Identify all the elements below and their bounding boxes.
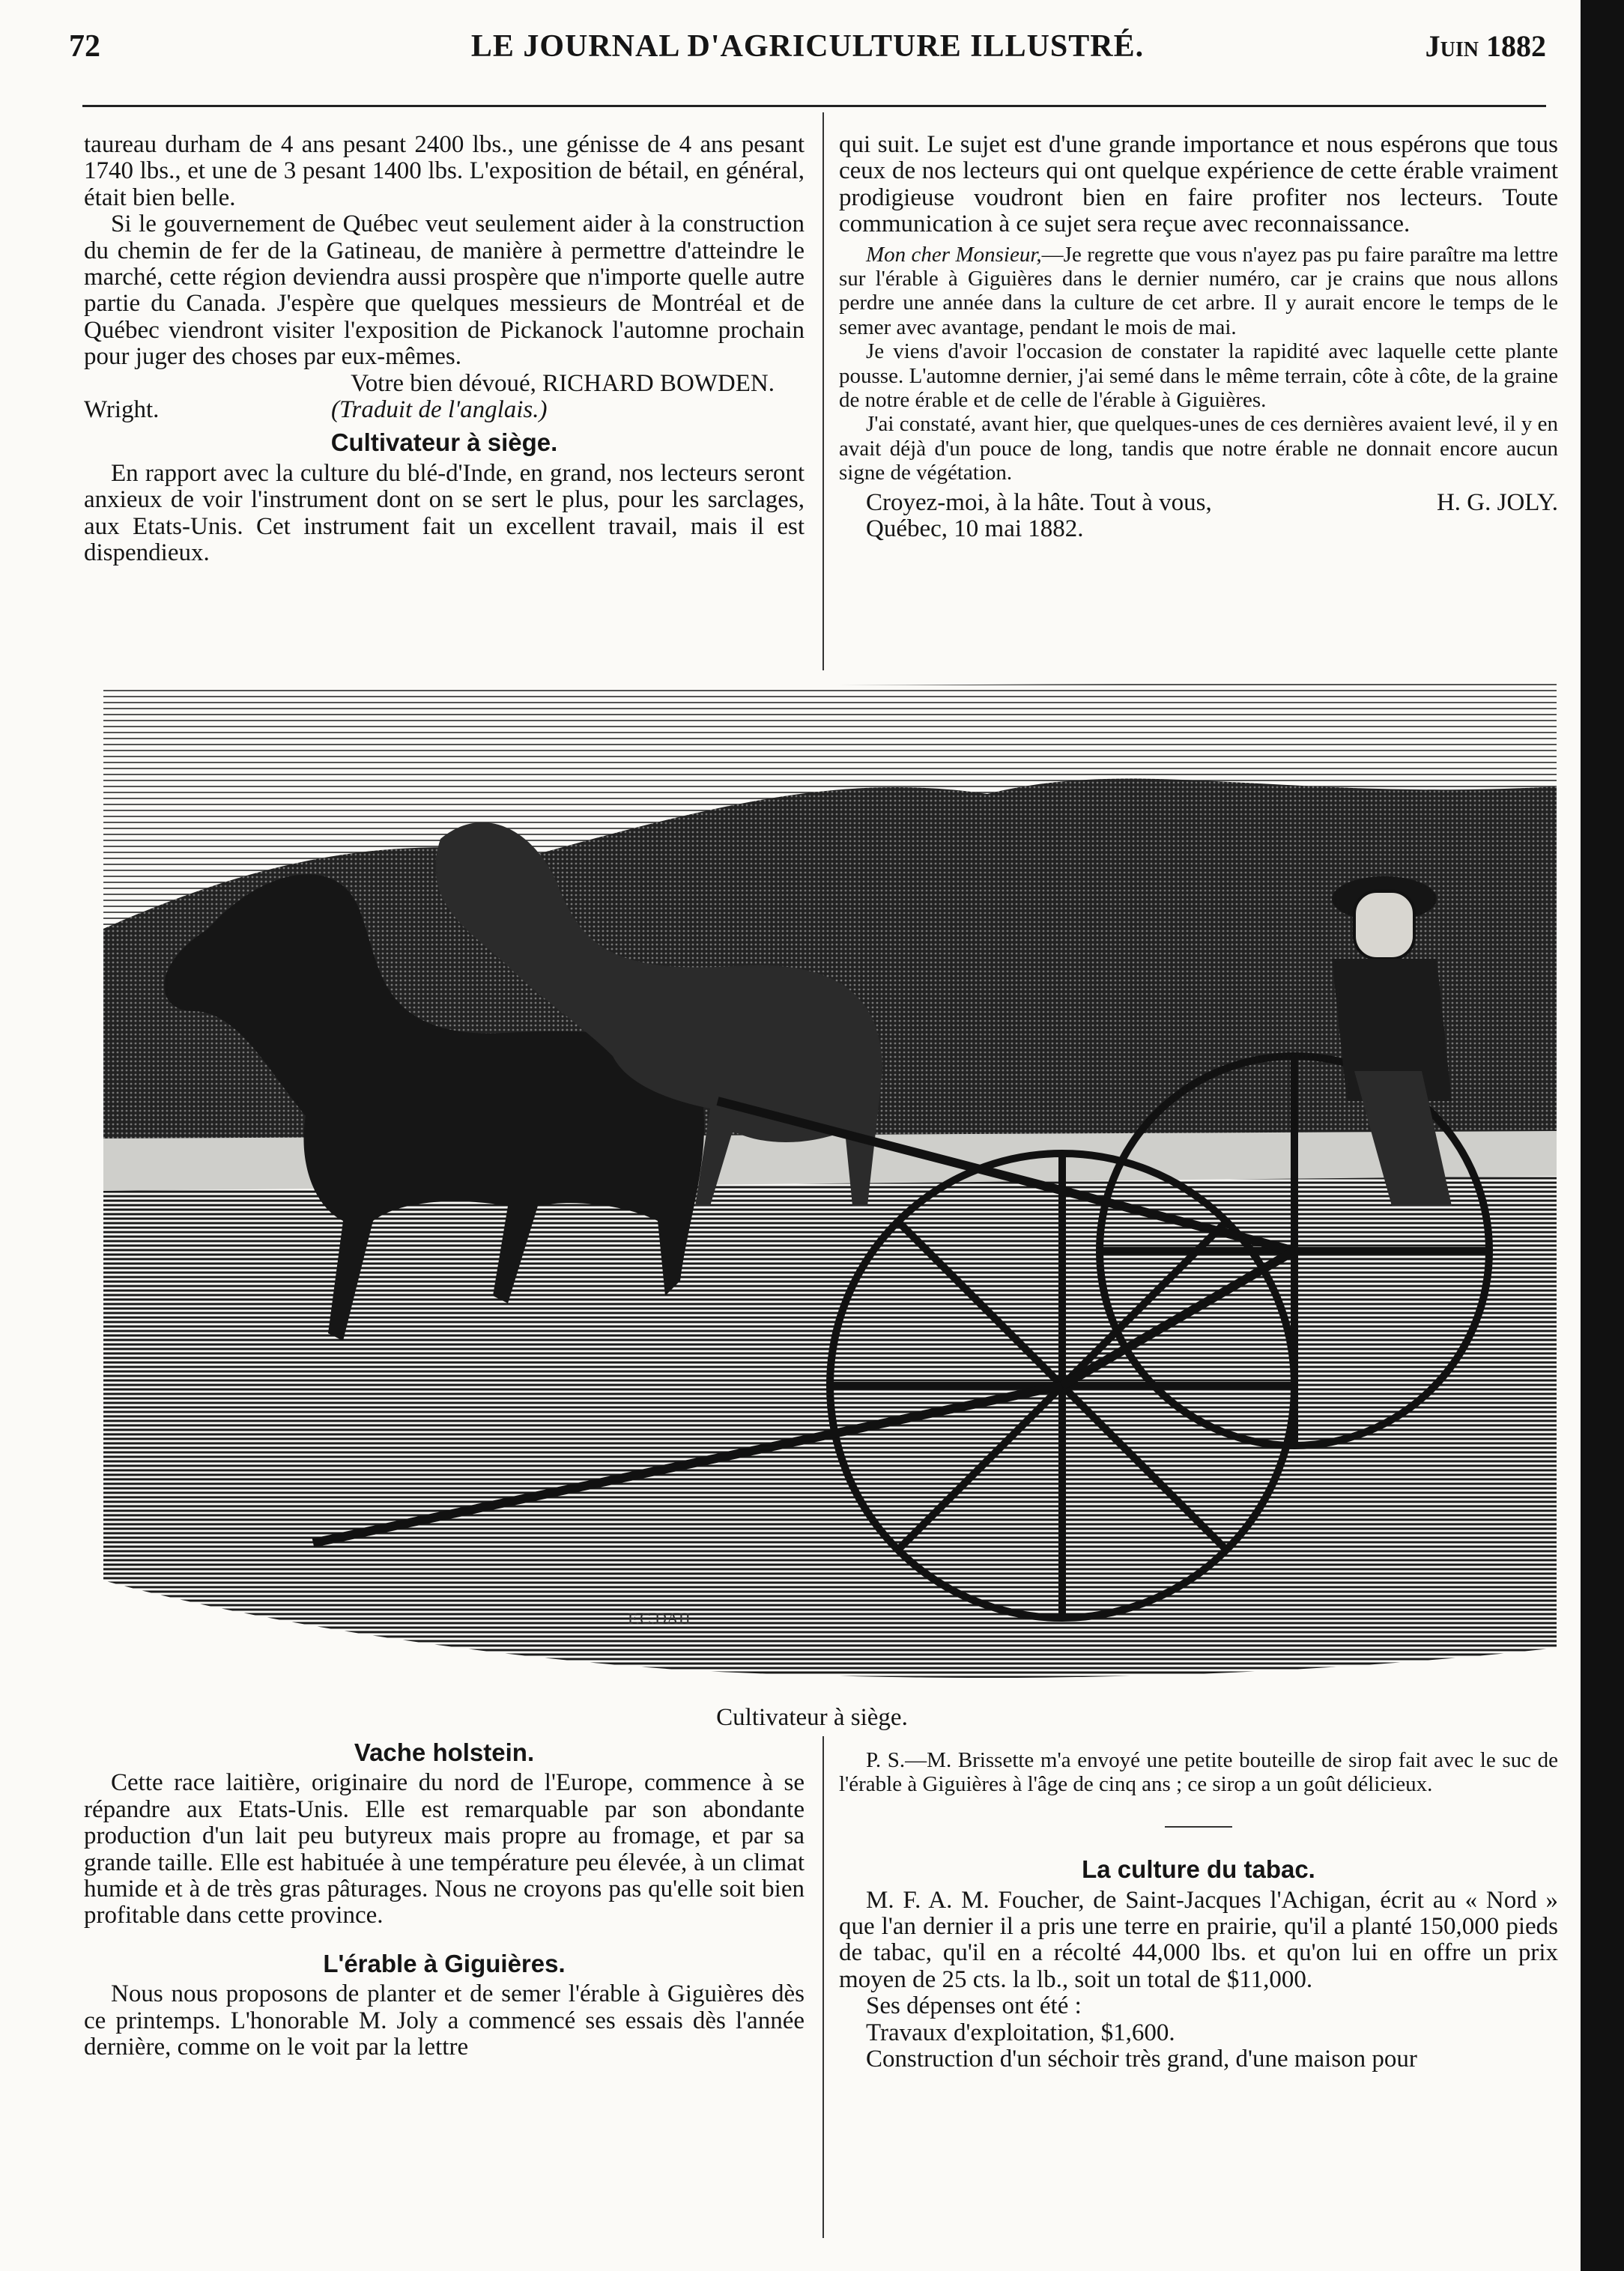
place: Wright. <box>84 396 160 424</box>
engraver-signature: F.C.DAH <box>628 1609 691 1628</box>
column-divider-bottom <box>822 1736 824 2238</box>
closing: Croyez-moi, à la hâte. Tout à vous, <box>866 488 1212 516</box>
section-heading: L'érable à Giguières. <box>323 1949 566 1977</box>
header-rule <box>82 105 1546 107</box>
section-heading: Cultivateur à siège. <box>330 428 558 457</box>
page-edge-shadow <box>1581 0 1624 2271</box>
journal-title: LE JOURNAL D'AGRICULTURE ILLUSTRÉ. <box>470 29 1145 64</box>
issue-date: Juin 1882 <box>1425 29 1546 63</box>
page-header <box>69 28 1546 78</box>
column-divider-top <box>822 112 824 670</box>
paragraph: En rapport avec la culture du blé-d'Inde, en grand, nos lecteurs seront anxieux de voir l'instrument dont on se sert le plus, pour les sarclages, aux Etats-Unis. Cet instrument fait un excellent travail, mais il est dispendieux. <box>84 459 805 567</box>
letter-paragraph: Je viens d'avoir l'occasion de constater la rapidité avec laquelle cette plante pousse. L'automne dernier, j'ai semé dans le même terrain, côte à côte, de la graine de notre érable et de celle de l'érable à Giguières. <box>839 339 1558 413</box>
right-column-bottom <box>839 1748 1558 2073</box>
paragraph: M. F. A. M. Foucher, de Saint-Jacques l'Achigan, écrit au « Nord » que l'an dernier il a pris une terre en prairie, qu'il a planté 150,000 pieds de tabac, qu'il en a récolté 44,000 lbs. et qu'on lui en offre un prix moyen de 25 cts. la lb., soit un total de $11,000. <box>839 1886 1558 1993</box>
paragraph: qui suit. Le sujet est d'une grande importance et nous espérons que tous ceux de nos lecteurs qui ont quelque expérience de cette érable vraiment prodigieuse voudront bien en faire profiter nos lecteurs. Toute communication à ce sujet sera reçue avec reconnaissance. <box>839 131 1558 238</box>
section-heading: La culture du tabac. <box>1082 1855 1315 1884</box>
figure-caption: Cultivateur à siège. <box>716 1704 908 1731</box>
expense-line: Construction d'un séchoir très grand, d'une maison pour <box>866 2046 1417 2073</box>
postscript: P. S.—M. Brissette m'a envoyé une petite bouteille de sirop fait avec le suc de l'érable à Giguières à l'âge de cinq ans ; ce sirop a un goût délicieux. <box>839 1748 1558 1797</box>
page-number: 72 <box>69 29 100 64</box>
expense-intro: Ses dépenses ont été : <box>866 1992 1082 2020</box>
paragraph: Cette race laitière, originaire du nord de l'Europe, commence à se répandre aux Etats-Unis. Elle est remarquable par son abondante production d'un lait peu butyreux mais propre au fromage, et par sa grande taille. Elle est habituée à une température peu élevée, à un climat humide et à de très gras pâturages. Nous ne croyons pas qu'elle soit bien profitable dans cette province. <box>84 1769 805 1929</box>
closing-signature: H. G. JOLY. <box>1436 488 1558 516</box>
left-column-top <box>84 132 805 567</box>
section-heading: Vache holstein. <box>354 1738 535 1766</box>
left-column-bottom <box>84 1738 805 2061</box>
signature-line <box>84 397 805 423</box>
letter-text: —Je regrette que vous n'ayez pas pu faire paraître ma lettre sur l'érable à Giguières dans le dernier numéro, car je crains que nous allons perdre une année dans la culture de cet arbre. Il y aurait encore le temps de le semer avec avantage, pendant le mois de mai. <box>839 242 1558 339</box>
translation-note: (Traduit de l'anglais.) <box>331 396 548 424</box>
paragraph: taureau durham de 4 ans pesant 2400 lbs., une génisse de 4 ans pesant 1740 lbs., et une de 3 pesant 1400 lbs. L'exposition de bétail, en général, était bien belle. <box>84 131 805 211</box>
expense-line: Travaux d'exploitation, $1,600. <box>866 2019 1175 2046</box>
paragraph: Si le gouvernement de Québec veut seulement aider à la construction du chemin de fer de la Gatineau, de manière à permettre d'atteindre le marché, cette région deviendra aussi prospère que n'importe quelle autre partie du Canada. J'espère que quelques messieurs de Montréal et de Québec viendront visiter l'exposition de Pickanock l'automne prochain pour juger des choses par eux-mêmes. <box>84 210 805 371</box>
section-rule <box>839 1807 1558 1834</box>
letter-paragraph: J'ai constaté, avant hier, que quelques-unes de ces dernières avaient levé, il y en avait déjà d'un pouce de long, tandis que notre érable ne donnait encore aucun signe de végétation. <box>839 412 1558 485</box>
signature: Votre bien dévoué, RICHARD BOWDEN. <box>351 369 775 397</box>
letter-paragraph <box>839 243 1558 340</box>
engraving-illustration <box>88 682 1572 1704</box>
salutation: Mon cher Monsieur, <box>866 242 1042 267</box>
paragraph: Nous nous proposons de planter et de semer l'érable à Giguières dès ce printemps. L'honorable M. Joly a commencé ses essais dès l'année dernière, comme on le voit par la lettre <box>84 1980 805 2061</box>
closing-line <box>839 490 1558 516</box>
right-column-top <box>839 132 1558 543</box>
letter <box>839 243 1558 485</box>
date-line: Québec, 10 mai 1882. <box>866 515 1084 543</box>
